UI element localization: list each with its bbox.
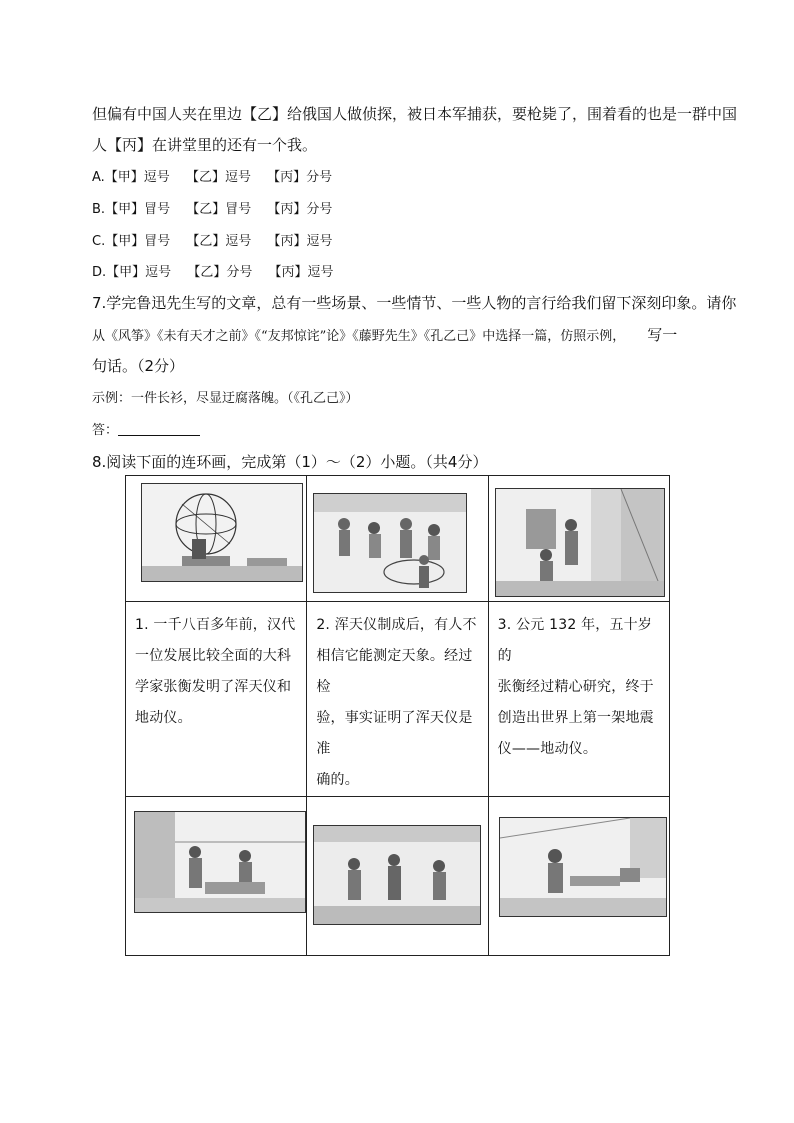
option-bing: 【丙】逗号 <box>268 265 334 280</box>
q7-answer <box>92 419 200 438</box>
caption-line: 3. 公元 132 年，五十岁的 <box>497 617 653 664</box>
caption-line: 一位发展比较全面的大科 <box>135 648 292 664</box>
panel-2-caption <box>307 602 487 796</box>
armillary-sphere-illustration <box>141 483 303 582</box>
caption-line: 相信它能测定天象。经过检 <box>316 648 473 695</box>
option-letter: A. <box>92 170 105 185</box>
option-yi: 【乙】逗号 <box>185 170 251 185</box>
option-bing: 【丙】逗号 <box>267 234 333 249</box>
panel-1-caption-cell <box>126 602 307 797</box>
option-a <box>92 166 332 185</box>
option-d <box>92 261 333 280</box>
panel-3-caption-cell <box>488 602 669 797</box>
caption-line: 创造出世界上第一架地震 <box>497 710 654 726</box>
panel-3-caption <box>489 602 669 765</box>
answer-blank[interactable] <box>118 423 200 436</box>
panel-6-image-cell <box>488 797 669 956</box>
q7-line-2-end: 写一 <box>647 326 678 344</box>
panel-5-image-cell <box>307 797 488 956</box>
q7-example: 示例：一件长衫，尽显迂腐落魄。（《孔乙己》） <box>92 391 359 406</box>
option-jia: 【甲】逗号 <box>106 265 172 280</box>
caption-line: 仪——地动仪。 <box>497 741 598 757</box>
caption-line: 1. 一千八百多年前，汉代 <box>135 617 296 633</box>
option-letter: C. <box>92 234 106 249</box>
caption-line: 地动仪。 <box>135 710 192 726</box>
panel-1-image-cell <box>126 476 307 602</box>
option-jia: 【甲】冒号 <box>105 234 171 249</box>
crowd-debate-illustration <box>313 493 467 593</box>
passage-line-1: 但偏有中国人夹在里边【乙】给俄国人做侦探，被日本军捕获，要枪毙了，围着看的也是一群中国 <box>92 105 738 123</box>
seismograph-workshop-illustration <box>495 488 665 597</box>
courtyard-gathering-illustration <box>313 825 481 925</box>
panel-2-image-cell <box>307 476 488 602</box>
caption-line: 2. 浑天仪制成后，有人不 <box>316 617 477 633</box>
caption-line: 验，事实证明了浑天仪是准 <box>316 710 473 757</box>
comic-table <box>125 475 670 956</box>
option-jia: 【甲】冒号 <box>105 202 171 217</box>
option-yi: 【乙】冒号 <box>186 202 252 217</box>
option-b <box>92 198 332 217</box>
answer-label: 答： <box>92 423 119 438</box>
q7-line-1: 7.学完鲁迅先生写的文章，总有一些场景、一些情节、一些人物的言行给我们留下深刻印象。请你 <box>92 294 737 312</box>
option-bing: 【丙】分号 <box>267 170 333 185</box>
option-jia: 【甲】逗号 <box>104 170 170 185</box>
panel-4-image-cell <box>126 797 307 956</box>
option-bing: 【丙】分号 <box>267 202 333 217</box>
option-letter: B. <box>92 202 106 217</box>
panel-1-caption <box>126 602 306 734</box>
panel-3-image-cell <box>488 476 669 602</box>
q7-line-3: 句话。（2分） <box>92 357 185 375</box>
option-c <box>92 230 333 249</box>
q7-line-2-main: 从《风筝》《未有天才之前》《“友邦惊诧”论》《藤野先生》《孔乙己》中选择一篇，仿照示例， <box>92 329 626 344</box>
panel-2-caption-cell <box>307 602 488 797</box>
option-letter: D. <box>92 265 107 280</box>
riverside-scholars-illustration <box>134 811 306 913</box>
study-room-illustration <box>499 817 667 917</box>
caption-line: 张衡经过精心研究，终于 <box>497 679 654 695</box>
caption-line: 确的。 <box>316 772 359 788</box>
q8-title: 8.阅读下面的连环画，完成第（1）～（2）小题。（共4分） <box>92 453 488 471</box>
passage-line-2: 人【丙】在讲堂里的还有一个我。 <box>92 136 318 154</box>
option-yi: 【乙】分号 <box>187 265 253 280</box>
option-yi: 【乙】逗号 <box>186 234 252 249</box>
q7-line-2 <box>92 324 677 345</box>
caption-line: 学家张衡发明了浑天仪和 <box>135 679 292 695</box>
